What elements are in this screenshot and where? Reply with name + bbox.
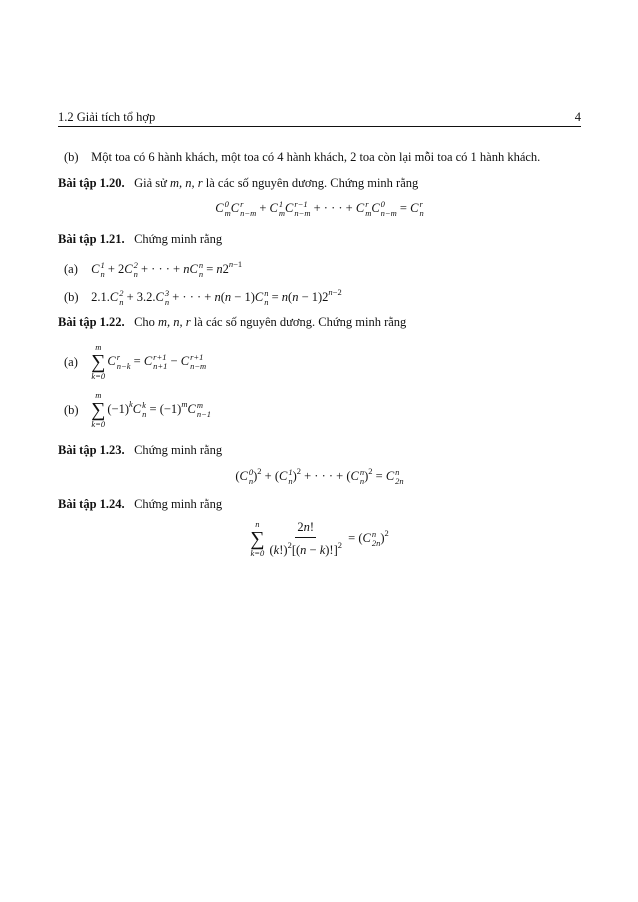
exercise-vars: m, n, r xyxy=(158,315,191,329)
item-label: (a) xyxy=(64,262,78,276)
section-title: 1.2 Giải tích tổ hợp xyxy=(58,110,156,124)
exercise-1-21-a xyxy=(64,259,242,279)
formula-1-23: (C 0 n )$^2$ + (C 1 n )$^2$ + · · · + (C n n )$^2$ = C n 2n xyxy=(235,466,404,487)
exercise-text-pre: Giả sử xyxy=(134,176,167,190)
formula-1-22-b: m ∑ k=0 $(-1)^kC$ k n = $(-1)^mC$ m n−1 xyxy=(91,390,212,429)
page-number: 4 xyxy=(574,110,581,124)
exercise-1-21-heading xyxy=(58,232,222,247)
formula-1-21-b: 2.1.C 2 n + 3.2.C 3 n + · · · + n(n − 1)C n n = $n(n - 1)2^{n-2}$ xyxy=(91,287,342,308)
exercise-1-22-b xyxy=(64,391,211,429)
formula-1-24: n ∑ k=0 $\frac{2n!}{(k!)^2[(n - k)!]^2}$ = (C n 2n )$^2$ xyxy=(250,519,389,558)
exercise-text-pre: Cho xyxy=(134,315,155,329)
exercise-1-22-heading xyxy=(58,315,406,330)
item-label: (b) xyxy=(64,402,79,417)
item-label: (a) xyxy=(64,354,78,369)
exercise-1-20-heading xyxy=(58,176,418,191)
item-label: (b) xyxy=(64,290,79,304)
exercise-1-22-a xyxy=(64,343,206,381)
formula-1-21-a: C 1 n + 2C 2 n + · · · + nC n n = $n2^{n-1}$ xyxy=(91,259,243,280)
exercise-title: Bài tập 1.22. xyxy=(58,315,125,329)
exercise-1-21-b xyxy=(64,287,342,307)
formula-1-20: C 0 m C r n−m + C 1 m C r−1 n−m + · · · + C r m C 0 n−m = C r n xyxy=(215,199,424,218)
header-rule xyxy=(58,126,581,127)
item-text: Một toa có 6 hành khách, một toa có 4 hành khách, 2 toa còn lại mỗi toa có 1 hành khách. xyxy=(91,150,541,164)
running-header xyxy=(58,110,581,126)
exercise-text: Chứng minh rằng xyxy=(134,443,223,457)
exercise-1-24-heading xyxy=(58,497,222,512)
formula-1-22-a: m ∑ k=0 C r n−k = C r+1 n+1 − C r+1 n−m xyxy=(91,342,207,381)
item-b-line xyxy=(64,150,540,165)
exercise-title: Bài tập 1.20. xyxy=(58,176,125,190)
exercise-vars: m, n, r xyxy=(170,176,203,190)
item-label: (b) xyxy=(64,150,79,164)
exercise-text-post: là các số nguyên dương. Chứng minh rằng xyxy=(193,315,407,329)
exercise-1-23-heading xyxy=(58,443,222,458)
exercise-text-post: là các số nguyên dương. Chứng minh rằng xyxy=(205,176,419,190)
exercise-title: Bài tập 1.23. xyxy=(58,443,125,457)
exercise-title: Bài tập 1.21. xyxy=(58,232,125,246)
exercise-text: Chứng minh rằng xyxy=(134,497,223,511)
exercise-text: Chứng minh rằng xyxy=(134,232,223,246)
exercise-title: Bài tập 1.24. xyxy=(58,497,125,511)
